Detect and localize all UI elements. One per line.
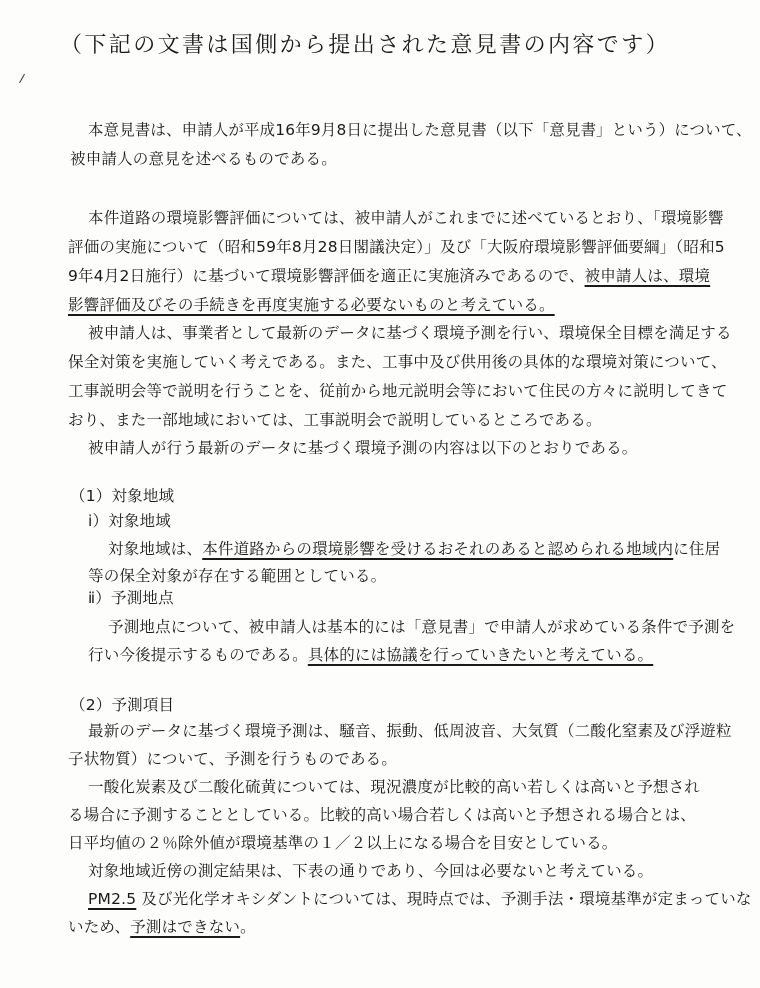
section2-line-7 [88, 889, 752, 909]
section1-sub1-line-1-text: 対象地域は、 [108, 540, 203, 558]
para1-line-4-underlined: 影響評価及びその手続きを再度実施する必要ないものと考えている。 [68, 296, 555, 314]
section1-sub2-heading: ⅱ）予測地点 [88, 589, 174, 607]
section1-sub1-line-1-tail: に住居 [673, 540, 721, 558]
section2-line-3: 一酸化炭素及び二酸化硫黄については、現況濃度が比較的高い若しくは高いと予想され [88, 778, 700, 796]
section1-sub2-line-2-text: 行い今後提示するものである。 [88, 646, 308, 664]
intro-line-1: 本意見書は、申請人が平成16年9月8日に提出した意見書（以下「意見書」という）について、 [88, 121, 752, 139]
section1-heading: （1）対象地域 [70, 487, 175, 505]
section2-heading: （2）予測項目 [70, 696, 175, 714]
section2-line-4: る場合に予測することとしている。比較的高い場合若しくは高いと予想される場合とは、 [68, 806, 697, 824]
section2-line-7-text: 及び光化学オキシダントについては、現時点では、予測手法・環境基準が定まっていな [136, 890, 752, 908]
para1-line-2: 評価の実施について（昭和59年8月28日閣議決定）」及び「大阪府環境影響評価要綱」（昭和5 [68, 238, 725, 256]
section1-sub1-line-1 [108, 539, 720, 559]
section2-line-6: 対象地域近傍の測定結果は、下表の通りであり、今回は必要ないと考えている。 [88, 862, 654, 880]
intro-line-2: 被申請人の意見を述べるものである。 [70, 150, 337, 168]
section1-sub1-line-1-underlined: 本件道路からの環境影響を受けるおそれのあると認められる地域内 [202, 540, 674, 558]
para1-line-3-underlined: 被申請人は、環境 [584, 267, 711, 285]
section1-sub2-line-2-underlined: 具体的には協議を行っていきたいと考えている。 [307, 646, 654, 664]
para2-line-4: おり、また一部地域においては、工事説明会で説明しているところである。 [68, 411, 602, 429]
para1-line-3-text: 9年4月2日施行）に基づいて環境影響評価を適正に実施済みであるので、 [68, 267, 585, 285]
section1-sub1-line-2: 等の保全対象が存在する範囲としている。 [88, 567, 387, 585]
section2-line-2: 子状物質）について、予測を行うものである。 [68, 750, 398, 768]
para1-line-3 [68, 266, 710, 286]
section2-line-1: 最新のデータに基づく環境予測は、騒音、振動、低周波音、大気質（二酸化窒素及び浮遊粒 [88, 722, 732, 740]
para2-line-1: 被申請人は、事業者として最新のデータに基づく環境予測を行い、環境保全目標を満足する [88, 324, 732, 342]
section1-sub1-heading: ⅰ）対象地域 [88, 512, 172, 530]
para1-line-1: 本件道路の環境影響評価については、被申請人がこれまでに述べているとおり、「環境影響 [88, 209, 724, 227]
section2-line-5: 日平均値の２％除外値が環境基準の１／２以上になる場合を目安としている。 [68, 834, 618, 852]
section2-line-7-underlined: PM2.5 [88, 890, 137, 908]
section2-line-8-underlined: 予測はできない [130, 918, 241, 936]
section1-sub2-line-2 [88, 645, 653, 665]
para2-line-2: 保全対策を実施していく考えである。また、工事中及び供用後の具体的な環境対策について、 [68, 353, 727, 371]
para2-line-5: 被申請人が行う最新のデータに基づく環境予測の内容は以下のとおりである。 [88, 439, 638, 457]
scan-mark [19, 74, 25, 83]
para1-line-4 [68, 295, 555, 315]
section2-line-8-tail: 。 [240, 918, 256, 936]
section2-line-8-text: いため、 [68, 918, 131, 936]
section2-line-8 [68, 917, 256, 937]
document-title: （下記の文書は国側から提出された意見書の内容です） [60, 33, 671, 58]
section1-sub2-line-1: 予測地点について、被申請人は基本的には「意見書」で申請人が求めている条件で予測を [108, 618, 736, 636]
para2-line-3: 工事説明会等で説明を行うことを、従前から地元説明会等において住民の方々に説明してきて [68, 382, 728, 400]
